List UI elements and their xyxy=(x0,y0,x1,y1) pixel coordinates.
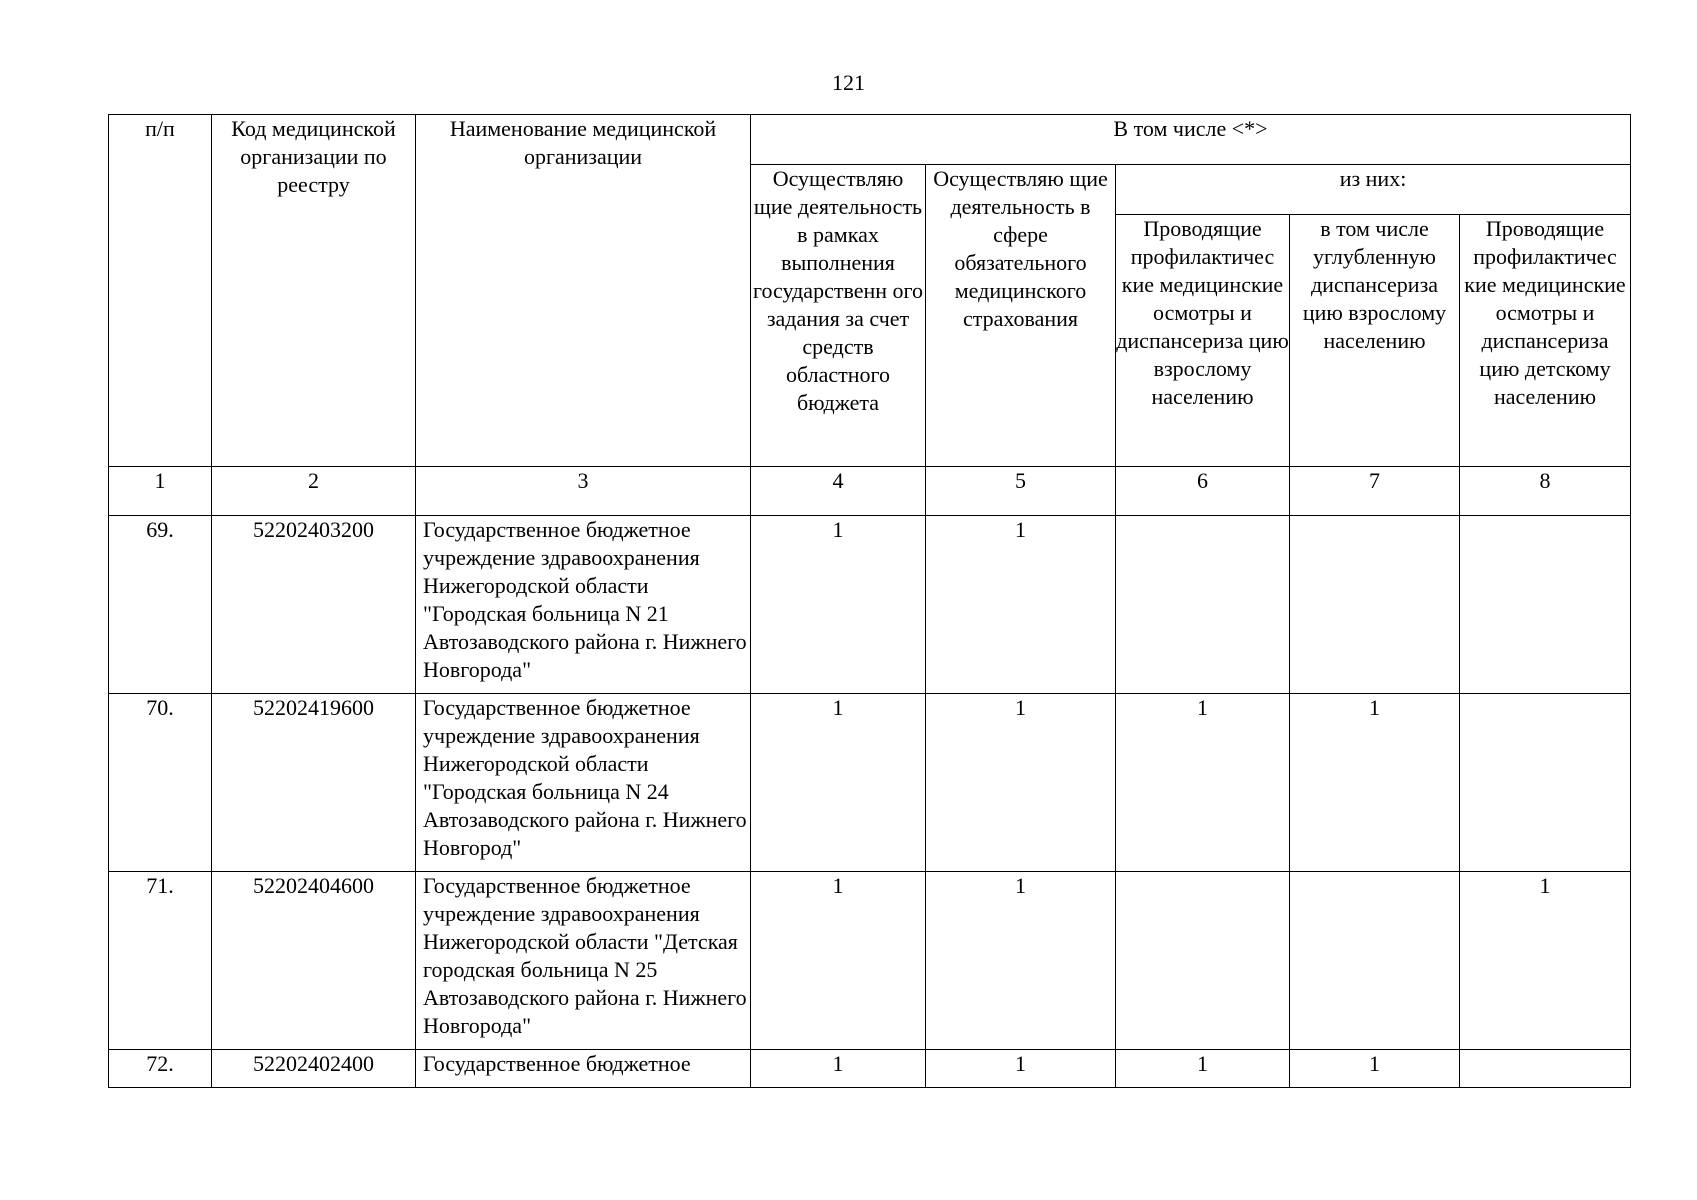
organizations-table xyxy=(108,114,1631,1088)
row-number: 72. xyxy=(109,1050,212,1088)
registry-code: 52202419600 xyxy=(212,694,416,872)
cell-col-6 xyxy=(1116,516,1290,694)
cell-col-8 xyxy=(1460,516,1631,694)
cell-col-4: 1 xyxy=(751,872,926,1050)
column-number: 8 xyxy=(1460,467,1631,516)
cell-col-6 xyxy=(1116,872,1290,1050)
header-col-5: Осуществляю щие деятельность в сфере обязательного медицинского страхования xyxy=(926,165,1116,467)
cell-col-5: 1 xyxy=(926,1050,1116,1088)
header-row-1 xyxy=(109,115,1631,165)
cell-col-7 xyxy=(1290,872,1460,1050)
organization-name: Государственное бюджетное xyxy=(416,1050,751,1088)
cell-col-7: 1 xyxy=(1290,1050,1460,1088)
cell-col-7: 1 xyxy=(1290,694,1460,872)
header-col-2: Код медицинской организации по реестру xyxy=(212,115,416,467)
table-row xyxy=(109,872,1631,1050)
row-number: 69. xyxy=(109,516,212,694)
cell-col-8 xyxy=(1460,694,1631,872)
column-number: 5 xyxy=(926,467,1116,516)
header-col-6: Проводящие профилактичес кие медицинские осмотры и диспансериза цию взрослому населению xyxy=(1116,215,1290,467)
header-col-3: Наименование медицинской организации xyxy=(416,115,751,467)
header-subgroup-of-them: из них: xyxy=(1116,165,1631,215)
cell-col-6: 1 xyxy=(1116,694,1290,872)
column-number: 7 xyxy=(1290,467,1460,516)
table-row xyxy=(109,516,1631,694)
cell-col-7 xyxy=(1290,516,1460,694)
page-number: 121 xyxy=(832,70,865,95)
column-number: 4 xyxy=(751,467,926,516)
column-number: 6 xyxy=(1116,467,1290,516)
cell-col-4: 1 xyxy=(751,1050,926,1088)
organization-name: Государственное бюджетное учреждение здравоохранения Нижегородской области "Городская больница N 24 Автозаводского района г. Нижнего Новгород" xyxy=(416,694,751,872)
cell-col-8 xyxy=(1460,1050,1631,1088)
header-col-7: в том числе углубленную диспансериза цию взрослому населению xyxy=(1290,215,1460,467)
cell-col-5: 1 xyxy=(926,516,1116,694)
cell-col-5: 1 xyxy=(926,694,1116,872)
table-row xyxy=(109,1050,1631,1088)
header-col-1: п/п xyxy=(109,115,212,467)
registry-code: 52202403200 xyxy=(212,516,416,694)
header-col-4: Осуществляю щие деятельность в рамках выполнения государственн ого задания за счет средств областного бюджета xyxy=(751,165,926,467)
header-group-including: В том числе <*> xyxy=(751,115,1631,165)
column-numbers-row xyxy=(109,467,1631,516)
organization-name: Государственное бюджетное учреждение здравоохранения Нижегородской области "Детская городская больница N 25 Автозаводского района г. Нижнего Новгорода" xyxy=(416,872,751,1050)
cell-col-5: 1 xyxy=(926,872,1116,1050)
column-number: 3 xyxy=(416,467,751,516)
row-number: 71. xyxy=(109,872,212,1050)
cell-col-4: 1 xyxy=(751,694,926,872)
header-col-8: Проводящие профилактичес кие медицинские осмотры и диспансериза цию детскому населению xyxy=(1460,215,1631,467)
organization-name: Государственное бюджетное учреждение здравоохранения Нижегородской области "Городская больница N 21 Автозаводского района г. Нижнего Новгорода" xyxy=(416,516,751,694)
registry-code: 52202404600 xyxy=(212,872,416,1050)
cell-col-8: 1 xyxy=(1460,872,1631,1050)
row-number: 70. xyxy=(109,694,212,872)
column-number: 1 xyxy=(109,467,212,516)
cell-col-4: 1 xyxy=(751,516,926,694)
registry-code: 52202402400 xyxy=(212,1050,416,1088)
column-number: 2 xyxy=(212,467,416,516)
cell-col-6: 1 xyxy=(1116,1050,1290,1088)
table-row xyxy=(109,694,1631,872)
